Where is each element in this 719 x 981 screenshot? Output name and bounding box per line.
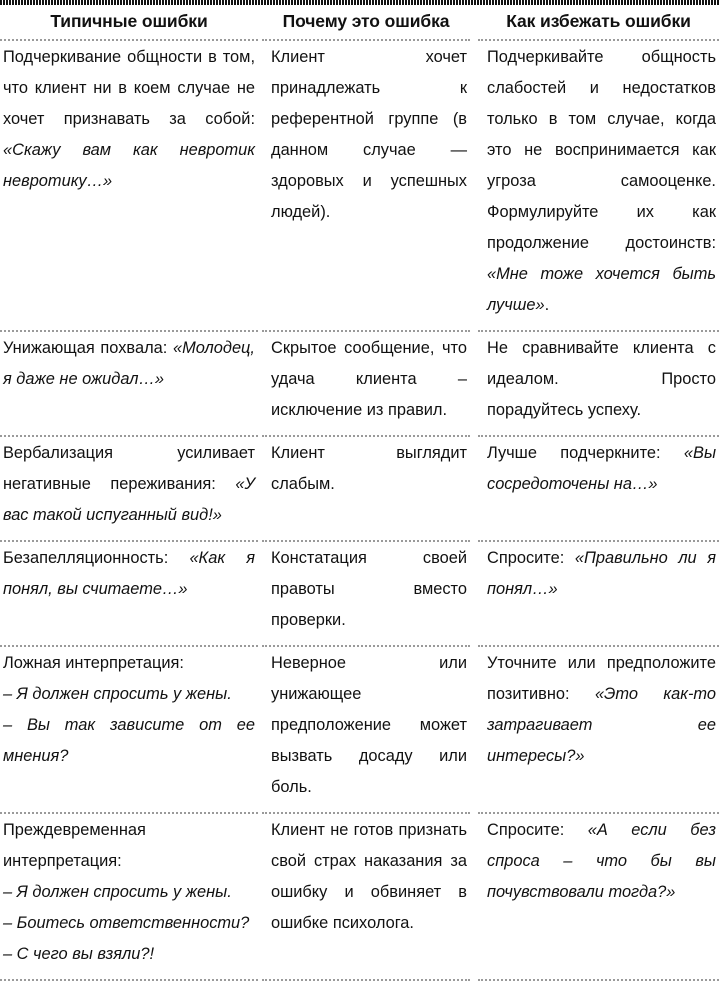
column-header-avoid: Как избежать ошибки <box>478 5 719 40</box>
table-row <box>0 40 719 331</box>
column-header-mistakes: Типичные ошибки <box>0 5 258 40</box>
mistake-text: Подчеркивание общности в том, что клиент ни в коем случае не хочет признавать за собой: <box>3 48 255 128</box>
column-gap-2 <box>470 541 478 646</box>
cell-mistakes <box>0 541 258 646</box>
table-row <box>0 541 719 646</box>
table-header-row <box>0 5 719 40</box>
cell-mistakes <box>0 331 258 436</box>
cell-mistakes <box>0 813 258 980</box>
table-row <box>0 436 719 541</box>
why-text: Констатация своей правоты вместо проверки. <box>271 549 467 629</box>
why-text: Клиент хочет принадлежать к референтной группе (в данном случае — здоровых и успешных людей). <box>271 48 467 221</box>
mistake-text: Ложная интерпретация: <box>3 654 184 672</box>
why-text: Неверное или унижающее предположение может вызвать досаду или боль. <box>271 654 467 796</box>
column-gap-2 <box>470 813 478 980</box>
cell-why <box>262 541 470 646</box>
avoid-tail: . <box>544 296 550 314</box>
mistake-dialog-line: – Я должен спросить у жены. <box>3 685 232 703</box>
cell-why <box>262 331 470 436</box>
cell-avoid <box>478 646 719 813</box>
why-text: Клиент выглядит слабым. <box>271 444 467 493</box>
avoid-text: Не сравнивайте клиента с идеалом. Просто порадуйтесь успеху. <box>487 339 716 419</box>
mistake-quote: «Как я понял, вы считаете…» <box>3 549 255 598</box>
cell-mistakes <box>0 436 258 541</box>
column-gap-2 <box>470 646 478 813</box>
mistake-dialog-line: – Я должен спросить у жены. <box>3 883 232 901</box>
mistake-dialog-line: – Боитесь ответственности? <box>3 914 250 932</box>
mistake-text: Безапелляционность: <box>3 549 190 567</box>
cell-avoid <box>478 541 719 646</box>
header-gap-2 <box>470 5 478 40</box>
avoid-text: Подчеркивайте общность слабостей и недостатков только в том случае, когда это не воспринимается как угроза самооценке. Формулируйте их как продолжение достоинств: <box>487 48 716 252</box>
cell-avoid <box>478 813 719 980</box>
mistake-quote: «У вас такой испуганный вид!» <box>3 475 255 524</box>
why-text: Скрытое сообщение, что удача клиента – исключение из правил. <box>271 339 467 419</box>
mistake-dialog-line: – Вы так зависите от ее мнения? <box>3 716 255 765</box>
avoid-quote: «Вы сосредоточены на…» <box>487 444 716 493</box>
column-gap-2 <box>470 40 478 331</box>
mistake-text: Унижающая похвала: <box>3 339 173 357</box>
mistake-text: Вербализация усиливает негативные переживания: <box>3 444 255 493</box>
cell-why <box>262 813 470 980</box>
table-row <box>0 331 719 436</box>
cell-mistakes <box>0 646 258 813</box>
cell-avoid <box>478 40 719 331</box>
avoid-text: Спросите: <box>487 549 575 567</box>
cell-why <box>262 40 470 331</box>
table-row <box>0 646 719 813</box>
table-body <box>0 40 719 980</box>
table-row <box>0 813 719 980</box>
mistake-quote: «Скажу вам как невротик невротику…» <box>3 141 255 190</box>
column-gap-2 <box>470 436 478 541</box>
cell-mistakes <box>0 40 258 331</box>
avoid-quote: «А если без спроса – что бы вы почувствовали тогда?» <box>487 821 717 901</box>
mistake-quote: «Молодец, я даже не ожидал…» <box>3 339 255 388</box>
avoid-text: Лучше подчеркните: <box>487 444 684 462</box>
cell-why <box>262 436 470 541</box>
avoid-quote: «Мне тоже хочется быть лучше» <box>487 265 716 314</box>
avoid-quote: «Правильно ли я понял…» <box>487 549 716 598</box>
avoid-text: Уточните или предположите позитивно: <box>487 654 716 703</box>
cell-why <box>262 646 470 813</box>
mistake-text: Преждевременная интерпретация: <box>3 821 146 870</box>
cell-avoid <box>478 436 719 541</box>
column-gap-2 <box>470 331 478 436</box>
avoid-text: Спросите: <box>487 821 588 839</box>
mistake-dialog-line: – С чего вы взяли?! <box>3 945 154 963</box>
why-text: Клиент не готов признать свой страх наказания за ошибку и обвиняет в ошибке психолога. <box>271 821 467 932</box>
avoid-quote: «Это как-то затрагивает ее интересы?» <box>487 685 717 765</box>
column-header-why: Почему это ошибка <box>262 5 470 40</box>
typical-mistakes-table <box>0 5 719 981</box>
cell-avoid <box>478 331 719 436</box>
